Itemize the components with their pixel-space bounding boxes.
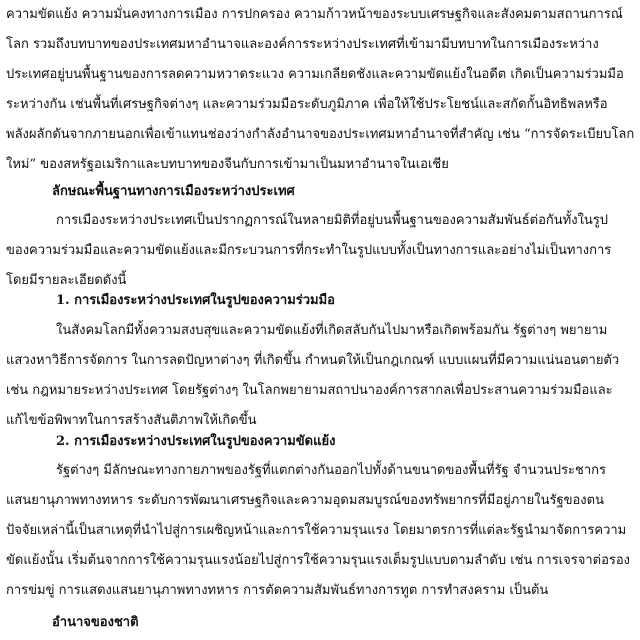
- paragraph-line: แก้ไขข้อพิพาทในการสร้างสันติภาพให้เกิดขึ้น: [6, 413, 257, 428]
- section-heading-conflict: 2. การเมืองระหว่างประเทศในรูปของความขัดแย้ง: [56, 434, 336, 449]
- paragraph-line: พลังผลักดันจากภายนอกเพื่อเข้าแทนช่องว่างกำลังอำนาจของประเทศมหาอำนาจที่สำคัญ เช่น “การจัดระเบียบโลก: [6, 127, 635, 142]
- paragraph-line: เช่น กฎหมายระหว่างประเทศ โดยรัฐต่างๆ ในโลกพยายามสถาปนาองค์การสากลเพื่อประสานความร่วมมือและ: [6, 383, 613, 398]
- paragraph-line: การเมืองระหว่างประเทศเป็นปรากฏการณ์ในหลายมิติที่อยู่บนพื้นฐานของความสัมพันธ์ต่อกันทั้งในรูป: [56, 213, 609, 228]
- paragraph-line: โลก รวมถึงบทบาทของประเทศมหาอำนาจและองค์การระหว่างประเทศที่เข้ามามีบทบาทในการเมืองระหว่าง: [6, 37, 599, 52]
- paragraph-line: โดยมีรายละเอียดดังนี้: [6, 273, 127, 288]
- paragraph-line: ปัจจัยเหล่านี้เป็นสาเหตุที่นำไปสู่การเผชิญหน้าและการใช้ความรุนแรง โดยมาตรการที่แต่ละรัฐนำมาจัดการความ: [6, 523, 627, 538]
- paragraph-line: ใหม่” ของสหรัฐอเมริกาและบทบาทของจีนกับการเข้ามาเป็นมหาอำนาจในเอเชีย: [6, 157, 449, 172]
- paragraph-line: ความขัดแย้ง ความมั่นคงทางการเมือง การปกครอง ความก้าวหน้าของระบบเศรษฐกิจและสังคมตามสถานการณ์: [6, 7, 623, 22]
- paragraph-line: การข่มขู่ การแสดงแสนยานุภาพทางทหาร การตัดความสัมพันธ์ทางการทูต การทำสงคราม เป็นต้น: [6, 583, 549, 598]
- paragraph-line: ในสังคมโลกมีทั้งความสงบสุขและความขัดแย้งที่เกิดสลับกันไปมาหรือเกิดพร้อมกัน รัฐต่างๆ พยายาม: [56, 323, 608, 338]
- paragraph-line: แสนยานุภาพทางทหาร ระดับการพัฒนาเศรษฐกิจและความอุดมสมบูรณ์ของทรัพยากรที่มีอยู่ภายในรัฐของตน: [6, 493, 604, 508]
- paragraph-line: ประเทศอยู่บนพื้นฐานของการลดความหวาดระแวง ความเกลียดชังและความขัดแย้งในอดีต เกิดเป็นความร่วมมือ: [6, 67, 624, 82]
- paragraph-line: รัฐต่างๆ มีลักษณะทางกายภาพของรัฐที่แตกต่างกันออกไปทั้งด้านขนาดของพื้นที่รัฐ จำนวนประชากร: [56, 463, 607, 478]
- paragraph-line: ของความร่วมมือและความขัดแย้งและมีกระบวนการที่กระทำในรูปแบบทั้งเป็นทางการและอย่างไม่เป็นทางการ: [6, 243, 612, 258]
- paragraph-line: แสวงหาวิธีการจัดการ ในการลดปัญหาต่างๆ ที่เกิดขึ้น กำหนดให้เป็นกฎเกณฑ์ แบบแผนที่มีความแน่นอนตายตัว: [6, 353, 620, 368]
- paragraph-line: ขัดแย้งนั้น เริ่มต้นจากการใช้ความรุนแรงน้อยไปสู่การใช้ความรุนแรงเต็มรูปแบบตามลำดับ เช่น การเจรจาต่อรอง: [6, 553, 631, 568]
- section-heading-national-power: อำนาจของชาติ: [52, 615, 139, 630]
- paragraph-line: ระหว่างกัน เช่นพื้นที่เศรษฐกิจต่างๆ และความร่วมมือระดับภูมิภาค เพื่อให้ใช้ประโยชน์และสกัดกั้นอิทธิพลหรือ: [6, 97, 608, 112]
- section-heading-basic: ลักษณะพื้นฐานทางการเมืองระหว่างประเทศ: [52, 184, 295, 199]
- section-heading-cooperation: 1. การเมืองระหว่างประเทศในรูปของความร่วมมือ: [56, 293, 335, 308]
